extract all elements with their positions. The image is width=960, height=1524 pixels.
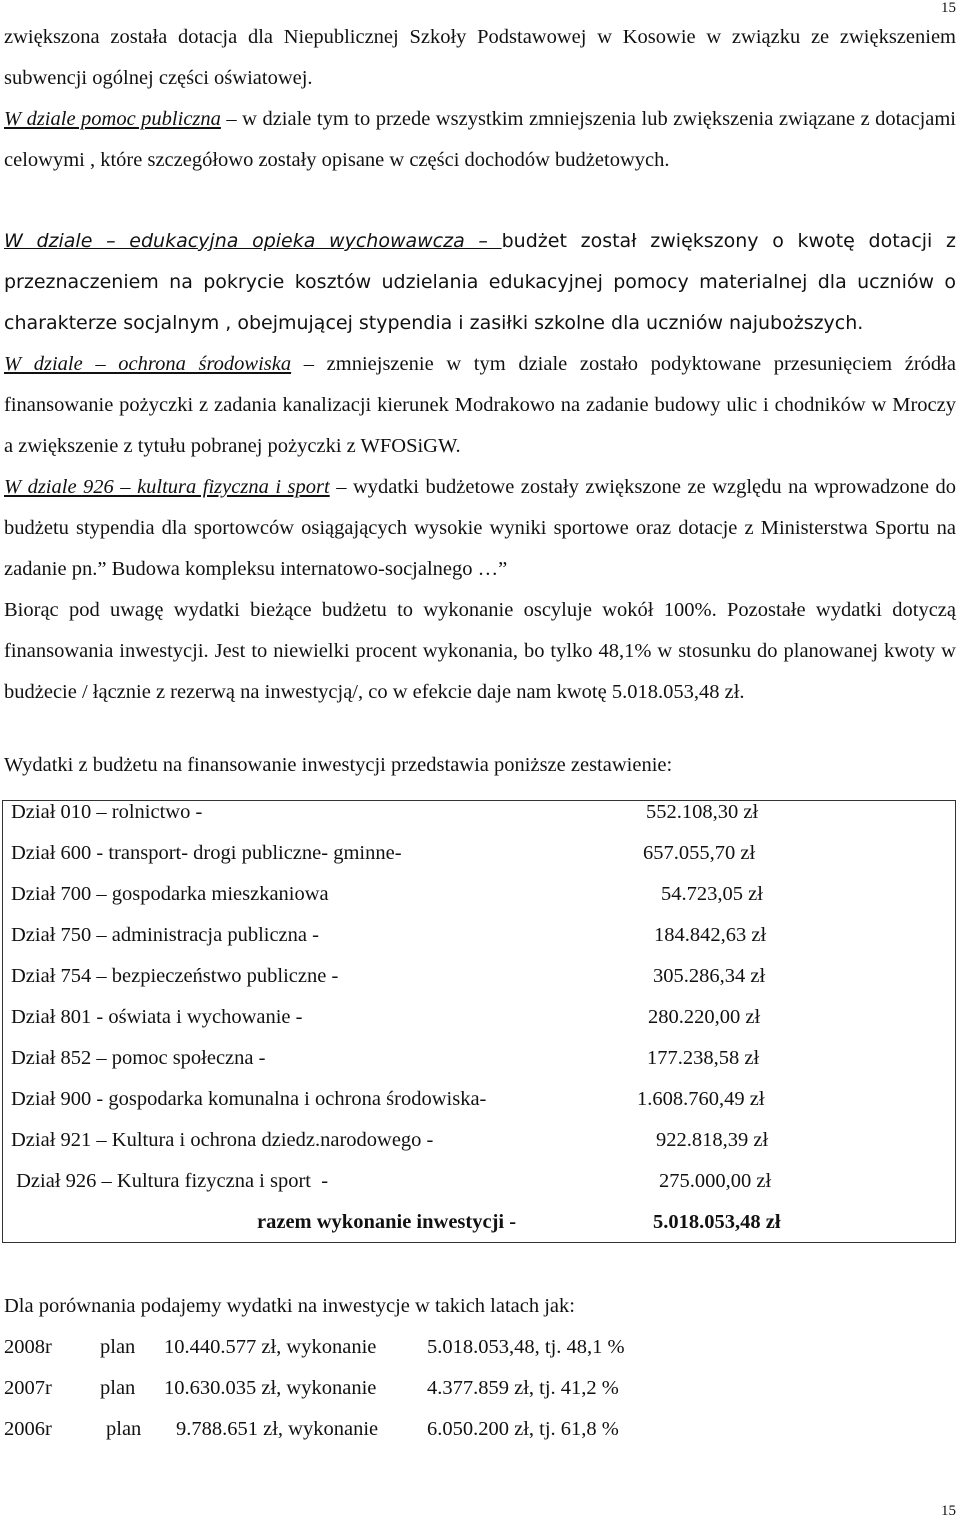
comparison-plan-label: plan <box>100 1377 136 1399</box>
investment-row <box>11 924 955 965</box>
section-label-public-aid: W dziale pomoc publiczna <box>4 108 221 130</box>
comparison-plan: 9.788.651 zł, wykonanie <box>176 1418 379 1440</box>
paragraph-public-aid-text: – w dziale tym to przede wszystkim zmniejszenia lub zwiększenia związane z dotacjami celowymi , które szczegółowo zostały opisane w części dochodów budżetowych. <box>4 108 957 171</box>
paragraph-environment <box>4 344 956 467</box>
investment-name: Dział 852 – pomoc społeczna - <box>11 1047 266 1069</box>
investment-total-label: razem wykonanie inwestycji - <box>257 1211 517 1233</box>
paragraph-sport-text: – wydatki budżetowe zostały zwiększone ze względu na wprowadzone do budżetu stypendia dla sportowców osiągających wysokie wyniki sportowe oraz dotacje z Ministerstwa Sportu na zadanie pn.” Budowa kompleksu internatowo-socjalnego …” <box>4 476 956 580</box>
investment-amount: 184.842,63 zł <box>654 924 767 946</box>
investment-name: Dział 801 - oświata i wychowanie - <box>11 1006 303 1028</box>
comparison-plan: 10.440.577 zł, wykonanie <box>164 1336 377 1358</box>
investment-amount: 177.238,58 zł <box>647 1047 760 1069</box>
investment-row <box>11 801 955 842</box>
paragraph-educational-care <box>4 221 956 344</box>
investment-row <box>11 1170 955 1211</box>
investment-amount: 1.608.760,49 zł <box>637 1088 765 1110</box>
section-label-sport: W dziale 926 – kultura fizyczna i sport <box>4 476 330 498</box>
comparison-result: 4.377.859 zł, tj. 41,2 % <box>427 1377 619 1399</box>
section-label-educational-care: W dziale – edukacyjna opieka wychowawcza – <box>4 230 502 252</box>
investment-amount: 657.055,70 zł <box>643 842 756 864</box>
investment-amount: 280.220,00 zł <box>648 1006 761 1028</box>
page-number-bottom: 15 <box>941 1503 956 1519</box>
comparison-plan-label: plan <box>100 1336 136 1358</box>
comparison-title: Dla porównania podajemy wydatki na inwestycje w takich latach jak: <box>4 1295 575 1317</box>
investment-name: Dział 926 – Kultura fizyczna i sport - <box>11 1170 329 1192</box>
section-label-environment: W dziale – ochrona środowiska <box>4 353 292 375</box>
investment-total-row <box>11 1211 955 1252</box>
investment-name: Dział 921 – Kultura i ochrona dziedz.narodowego - <box>11 1129 434 1151</box>
investment-name: Dział 700 – gospodarka mieszkaniowa <box>11 883 329 905</box>
investment-row <box>11 1006 955 1047</box>
investment-row <box>11 965 955 1006</box>
page-number-top: 15 <box>941 0 956 16</box>
paragraph-educational-care-text: budżet został zwiększony o kwotę dotacji z przeznaczeniem na pokrycie kosztów udzielania edukacyjnej pomocy materialnej dla uczniów o charakterze socjalnym , obejmującej stypendia i zasiłki szkolne dla uczniów najuboższych. <box>4 230 956 334</box>
comparison-plan-label: plan <box>106 1418 142 1440</box>
comparison-result: 6.050.200 zł, tj. 61,8 % <box>427 1418 619 1440</box>
investment-name: Dział 754 – bezpieczeństwo publiczne - <box>11 965 339 987</box>
investment-row <box>11 842 955 883</box>
comparison-result: 5.018.053,48, tj. 48,1 % <box>427 1336 625 1358</box>
paragraph-sport <box>4 467 956 713</box>
investment-amount: 305.286,34 zł <box>653 965 766 987</box>
investment-name: Dział 010 – rolnictwo - <box>11 801 203 823</box>
investment-amount: 552.108,30 zł <box>646 801 759 823</box>
paragraph-execution-summary: Biorąc pod uwagę wydatki bieżące budżetu to wykonanie oscyluje wokół 100%. Pozostałe wydatki dotyczą finansowania inwestycji. Jest to niewielki procent wykonania, bo tylko 48,1% w stosunku do planowanej kwoty w budżecie / łącznie z rezerwą na inwestycją/, co w efekcie daje nam kwotę 5.018.053,48 zł. <box>4 599 956 703</box>
comparison-year: 2008r <box>4 1336 52 1358</box>
paragraph-education-public-aid <box>4 17 956 181</box>
investment-amount: 54.723,05 zł <box>661 883 763 905</box>
investment-name: Dział 750 – administracja publiczna - <box>11 924 319 946</box>
investment-total-amount: 5.018.053,48 zł <box>653 1211 781 1233</box>
investment-name: Dział 600 - transport- drogi publiczne- gminne- <box>11 842 402 864</box>
investment-row <box>11 883 955 924</box>
comparison-year: 2007r <box>4 1377 52 1399</box>
investment-table <box>2 800 956 1243</box>
comparison-year: 2006r <box>4 1418 52 1440</box>
paragraph-public-aid <box>4 99 956 181</box>
investment-amount: 275.000,00 zł <box>659 1170 772 1192</box>
investment-name: Dział 900 - gospodarka komunalna i ochrona środowiska- <box>11 1088 487 1110</box>
investment-row <box>11 1088 955 1129</box>
comparison-plan: 10.630.035 zł, wykonanie <box>164 1377 377 1399</box>
investment-row <box>11 1047 955 1088</box>
investment-row <box>11 1129 955 1170</box>
investment-intro: Wydatki z budżetu na finansowanie inwestycji przedstawia poniższe zestawienie: <box>4 754 673 776</box>
paragraph-environment-text: – zmniejszenie w tym dziale zostało podyktowane przesunięciem źródła finansowanie pożyczki z zadania kanalizacji kierunek Modrakowo na zadanie budowy ulic i chodników w Mroczy a zwiększenie z tytułu pobranej pożyczki z WFOSiGW. <box>4 353 956 457</box>
investment-amount: 922.818,39 zł <box>656 1129 769 1151</box>
paragraph-school-subsidy: zwiększona została dotacja dla Niepublicznej Szkoły Podstawowej w Kosowie w związku ze zwiększeniem subwencji ogólnej części oświatowej. <box>4 26 956 89</box>
